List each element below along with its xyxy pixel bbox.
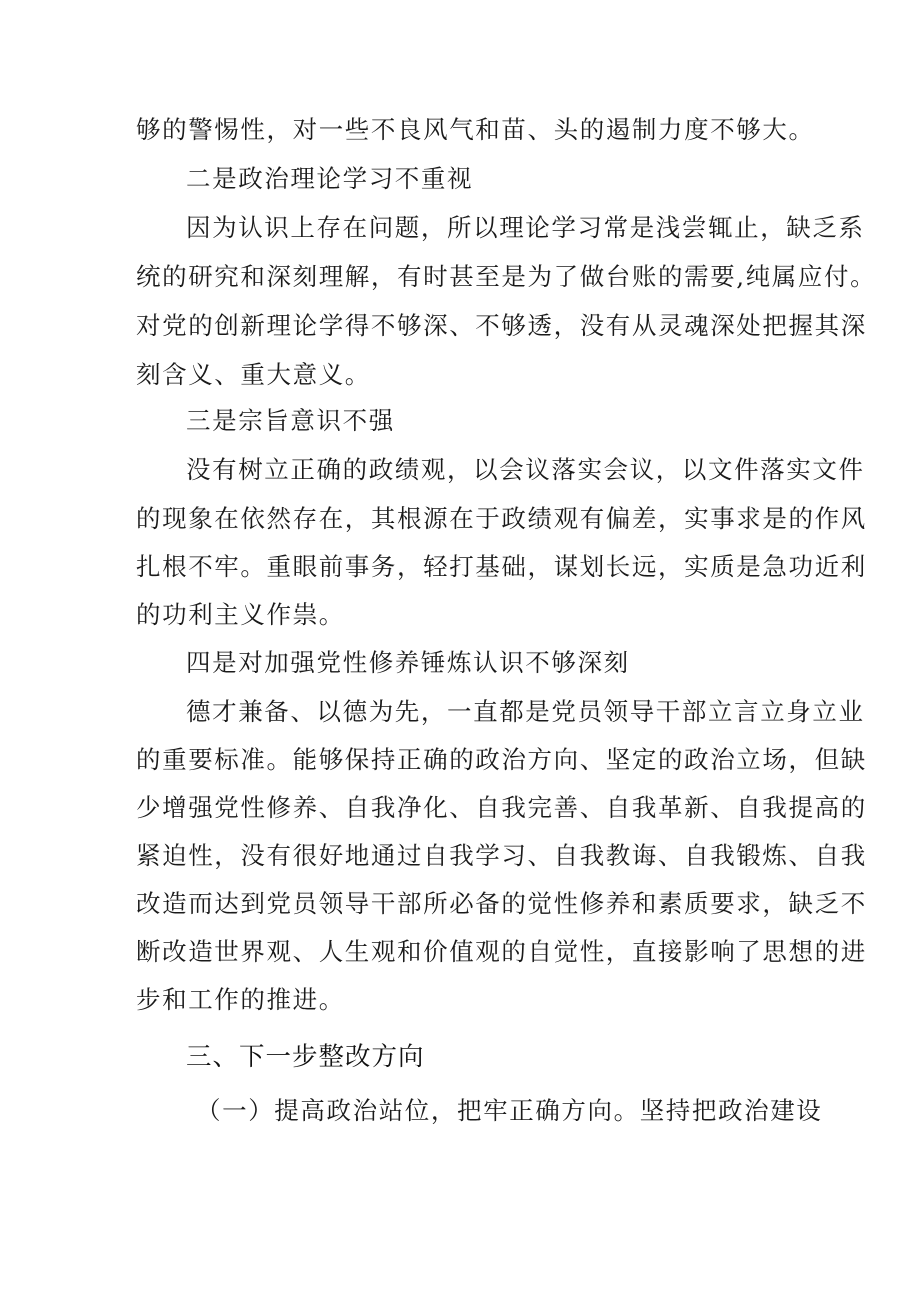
body-text-line: 少增强党性修养、自我净化、自我完善、自我革新、自我提高的 <box>136 793 867 822</box>
body-text-line: 断改造世界观、人生观和价值观的自觉性，直接影响了思想的进 <box>136 937 867 966</box>
body-text-line: 的功利主义作祟。 <box>136 600 345 629</box>
body-text-line: 够的警惕性，对一些不良风气和苗、头的遏制力度不够大。 <box>136 115 815 144</box>
body-text-line: 因为认识上存在问题，所以理论学习常是浅尝辄止，缺乏系 <box>186 213 865 242</box>
subheading-party-cultivation: 四是对加强党性修养锤炼认识不够深刻 <box>186 648 630 677</box>
body-text-line: 没有树立正确的政绩观，以会议落实会议，以文件落实文件 <box>186 455 865 484</box>
body-text-line: 的现象在依然存在，其根源在于政绩观有偏差，实事求是的作风 <box>136 504 867 533</box>
body-text-line: 紧迫性，没有很好地通过自我学习、自我教诲、自我锻炼、自我 <box>136 841 867 870</box>
subheading-political-theory: 二是政治理论学习不重视 <box>186 164 474 193</box>
body-text-line: 对党的创新理论学得不够深、不够透，没有从灵魂深处把握其深 <box>136 311 867 340</box>
body-text-line: 统的研究和深刻理解，有时甚至是为了做台账的需要,纯属应付。 <box>136 262 877 291</box>
body-text-line: 扎根不牢。重眼前事务，轻打基础，谋划长远，实质是急功近利 <box>136 552 867 581</box>
body-text-line: 改造而达到党员领导干部所必备的觉性修养和素质要求，缺乏不 <box>136 889 867 918</box>
subheading-purpose-awareness: 三是宗旨意识不强 <box>186 406 395 435</box>
body-text-line: （一）提高政治站位，把牢正确方向。坚持把政治建设 <box>196 1096 823 1125</box>
body-text-line: 德才兼备、以德为先，一直都是党员领导干部立言立身立业 <box>186 697 865 726</box>
section-heading: 三、下一步整改方向 <box>186 1042 425 1072</box>
body-text-line: 步和工作的推进。 <box>136 985 345 1014</box>
body-text-line: 的重要标准。能够保持正确的政治方向、坚定的政治立场，但缺 <box>136 745 867 774</box>
body-text-line: 刻含义、重大意义。 <box>136 360 371 389</box>
